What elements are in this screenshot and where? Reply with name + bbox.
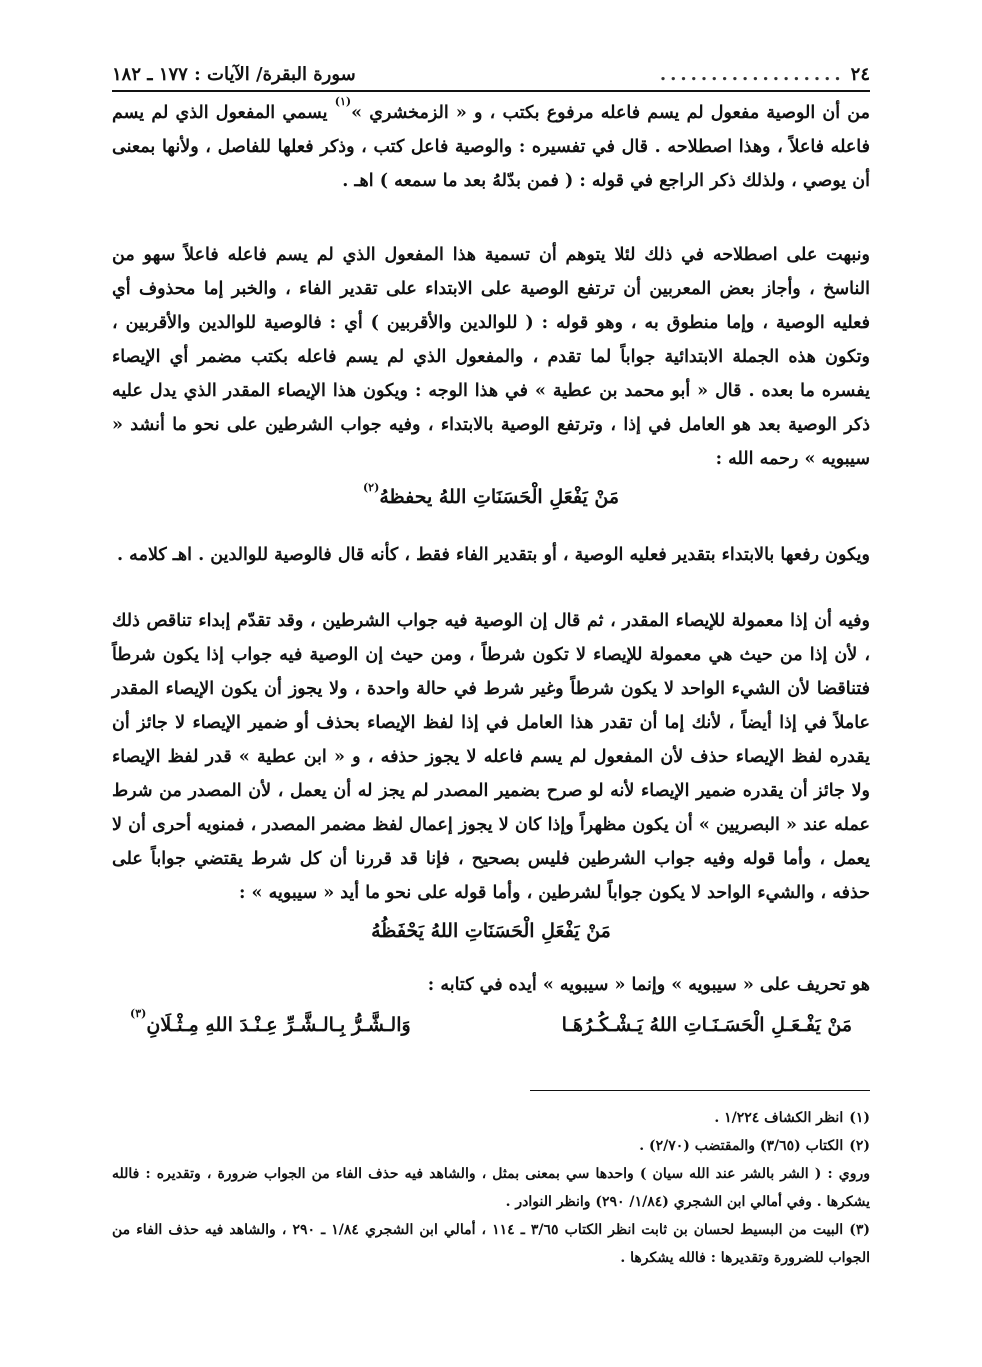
footnote-1-mark: (١) xyxy=(849,1110,870,1126)
running-header xyxy=(112,58,870,92)
footnotes xyxy=(112,1104,870,1272)
paragraph-4-text: وفيه أن إذا معمولة للإيصاء المقدر ، ثم قال إن الوصية فيه جواب الشرطين ، وقد تقدّم إبداء تناقص ذلك ، لأن إذا من حيث هي معمولة للإيصاء لا تكون شرطاً ، ومن حيث إن الوصية فيه جواب إذا يكون شرطاً فتناقضا لأن الشيء الواحد لا يكون شرطاً وغير شرط في حالة واحدة ، ولا يجوز أن يكون الإيصاء المقدر عاملاً في إذا أيضاً ، لأنك إما أن تقدر هذا العامل في إذا لفظ الإيصاء بحذف أو ضمير الإيصاء لا جائز أن يقدره لفظ الإيصاء حذف لأن المفعول لم يسم فاعله لا يجوز حذفه ، و « ابن عطية » قدر لفظ الإيصاء ولا جائز أن يقدره ضمير الإيصاء لأنه لو صرح بضمير المصدر لم يجز له أن يعمل ، لأن المصدر من شرط عمله عند « البصريين » أن يكون مظهراً وإذا كان لا يجوز إعمال لفظ مضمر المصدر ، فمنويه أحرى أن لا يعمل ، وأما قوله وفيه جواب الشرطين فليس بصحيح ، فإنا قد قررنا أن كل شرط يقتضي جواباً على حذفه ، والشيء الواحد لا يكون جواباً لشرطين ، وأما قوله على نحو ما أيد « سيبويه » : xyxy=(112,611,870,903)
footnote-3 xyxy=(112,1216,870,1272)
paragraph-3 xyxy=(112,538,870,572)
header-leader-dots: .................. xyxy=(659,64,845,85)
footnote-ref-3: (٣) xyxy=(130,1007,147,1020)
paragraph-5-text: هو تحريف على « سيبويه » وإنما « سيبويه » أيده في كتابه : xyxy=(427,975,870,995)
verse-quote-1 xyxy=(112,482,870,512)
couplet-second-hemistich-text: وَالـشَّـرُّ بِـالـشَّـرِّ عِـنْـدَ اللهِ مِـثْـلَانِ xyxy=(146,1014,411,1036)
paragraph-4 xyxy=(112,604,870,910)
surah-title: سورة البقرة/ الآيات : ١٧٧ ـ ١٨٢ xyxy=(112,64,356,85)
footnote-ref-2: (٢) xyxy=(362,481,380,494)
verse-quote-2 xyxy=(112,916,870,946)
footnote-1 xyxy=(112,1104,870,1132)
footnote-separator xyxy=(530,1090,870,1091)
footnote-2-mark: (٢) xyxy=(849,1138,870,1154)
footnote-2-continuation-text: وروي : ( الشر بالشر عند الله سيان ) واحدها سي بمعنى بمثل ، والشاهد فيه حذف الفاء من الجواب ضرورة ، وتقديره : فالله يشكرها . وفي أمالي ابن الشجري (١/٨٤/ ٢٩٠) وانظر النوادر . xyxy=(112,1166,870,1210)
paragraph-2 xyxy=(112,238,870,476)
poetry-couplet xyxy=(130,1008,852,1042)
footnote-2-continuation xyxy=(112,1160,870,1216)
couplet-first-hemistich: مَنْ يَفْـعَـلِ الْحَسَـنَـاتِ اللهُ يَـشْـكُـرُهَـا xyxy=(561,1014,852,1036)
paragraph-2-text: ونبهت على اصطلاحه في ذلك لئلا يتوهم أن تسمية هذا المفعول الذي لم يسم فاعله فاعلاً سهو من الناسخ ، وأجاز بعض المعربين أن ترتفع الوصية على الابتداء على تقدير الفاء ، والخبر إما محذوف أي فعليه الوصية ، وإما منطوق به ، وهو قوله : ( للوالدين والأقربين ) أي : فالوصية للوالدين والأقربين ، وتكون هذه الجملة الابتدائية جواباً لما تقدم ، والمفعول الذي لم يسم فاعله بكتب مضمر أي الإيصاء يفسره ما بعده . قال « أبو محمد بن عطية » في هذا الوجه : ويكون هذا الإيصاء المقدر الذي يدل عليه ذكر الوصية بعد هو العامل في إذا ، وترتفع الوصية بالابتداء ، وفيه جواب الشرطين على نحو ما أنشد « سيبويه » رحمه الله : xyxy=(112,245,870,469)
paragraph-1-text-a: من أن الوصية مفعول لم يسم فاعله مرفوع بكتب ، و « الزمخشري » xyxy=(351,103,870,123)
footnote-2-text: الكتاب (٣/٦٥) والمقتضب (٢/٧٠) . xyxy=(639,1138,844,1154)
paragraph-1-text-b: يسمي المفعول الذي لم يسم فاعله فاعلاً ، وهذا اصطلاحه . قال في تفسيره : والوصية فاعل كتب ، وذكر فعلها للفاصل ، ولأنها بمعنى أن يوصي ، ولذلك ذكر الراجع في قوله : ( فمن بدّلهُ بعد ما سمعه ) اهـ . xyxy=(112,103,870,191)
footnote-3-text: البيت من البسيط لحسان بن ثابت انظر الكتاب ٣/٦٥ ـ ١١٤ ، أمالي ابن الشجري ١/٨٤ ـ ٢٩٠ ، والشاهد فيه حذف الفاء من الجواب للضرورة وتقديرها : فالله يشكرها . xyxy=(112,1222,870,1266)
footnote-2 xyxy=(112,1132,870,1160)
page-number: ٢٤ xyxy=(850,64,870,85)
paragraph-1 xyxy=(112,96,870,198)
verse-quote-2-text: مَنْ يَفْعَلِ الْحَسَنَاتِ اللهُ يَحْفَظُهُ xyxy=(371,920,611,942)
paragraph-3-text: ويكون رفعها بالابتداء بتقدير فعليه الوصية ، أو بتقدير الفاء فقط ، كأنه قال فالوصية للوالدين . اهـ كلامه . xyxy=(117,545,870,565)
verse-quote-1-text: مَنْ يَفْعَلِ الْحَسَنَاتِ اللهُ يحفظهُ xyxy=(379,486,620,508)
footnote-3-mark: (٣) xyxy=(849,1222,870,1238)
couplet-second-hemistich xyxy=(130,1008,411,1042)
footnote-ref-1: (١) xyxy=(334,95,352,108)
paragraph-5 xyxy=(112,968,870,1002)
footnote-1-text: انظر الكشاف ١/٢٢٤ . xyxy=(714,1110,844,1126)
